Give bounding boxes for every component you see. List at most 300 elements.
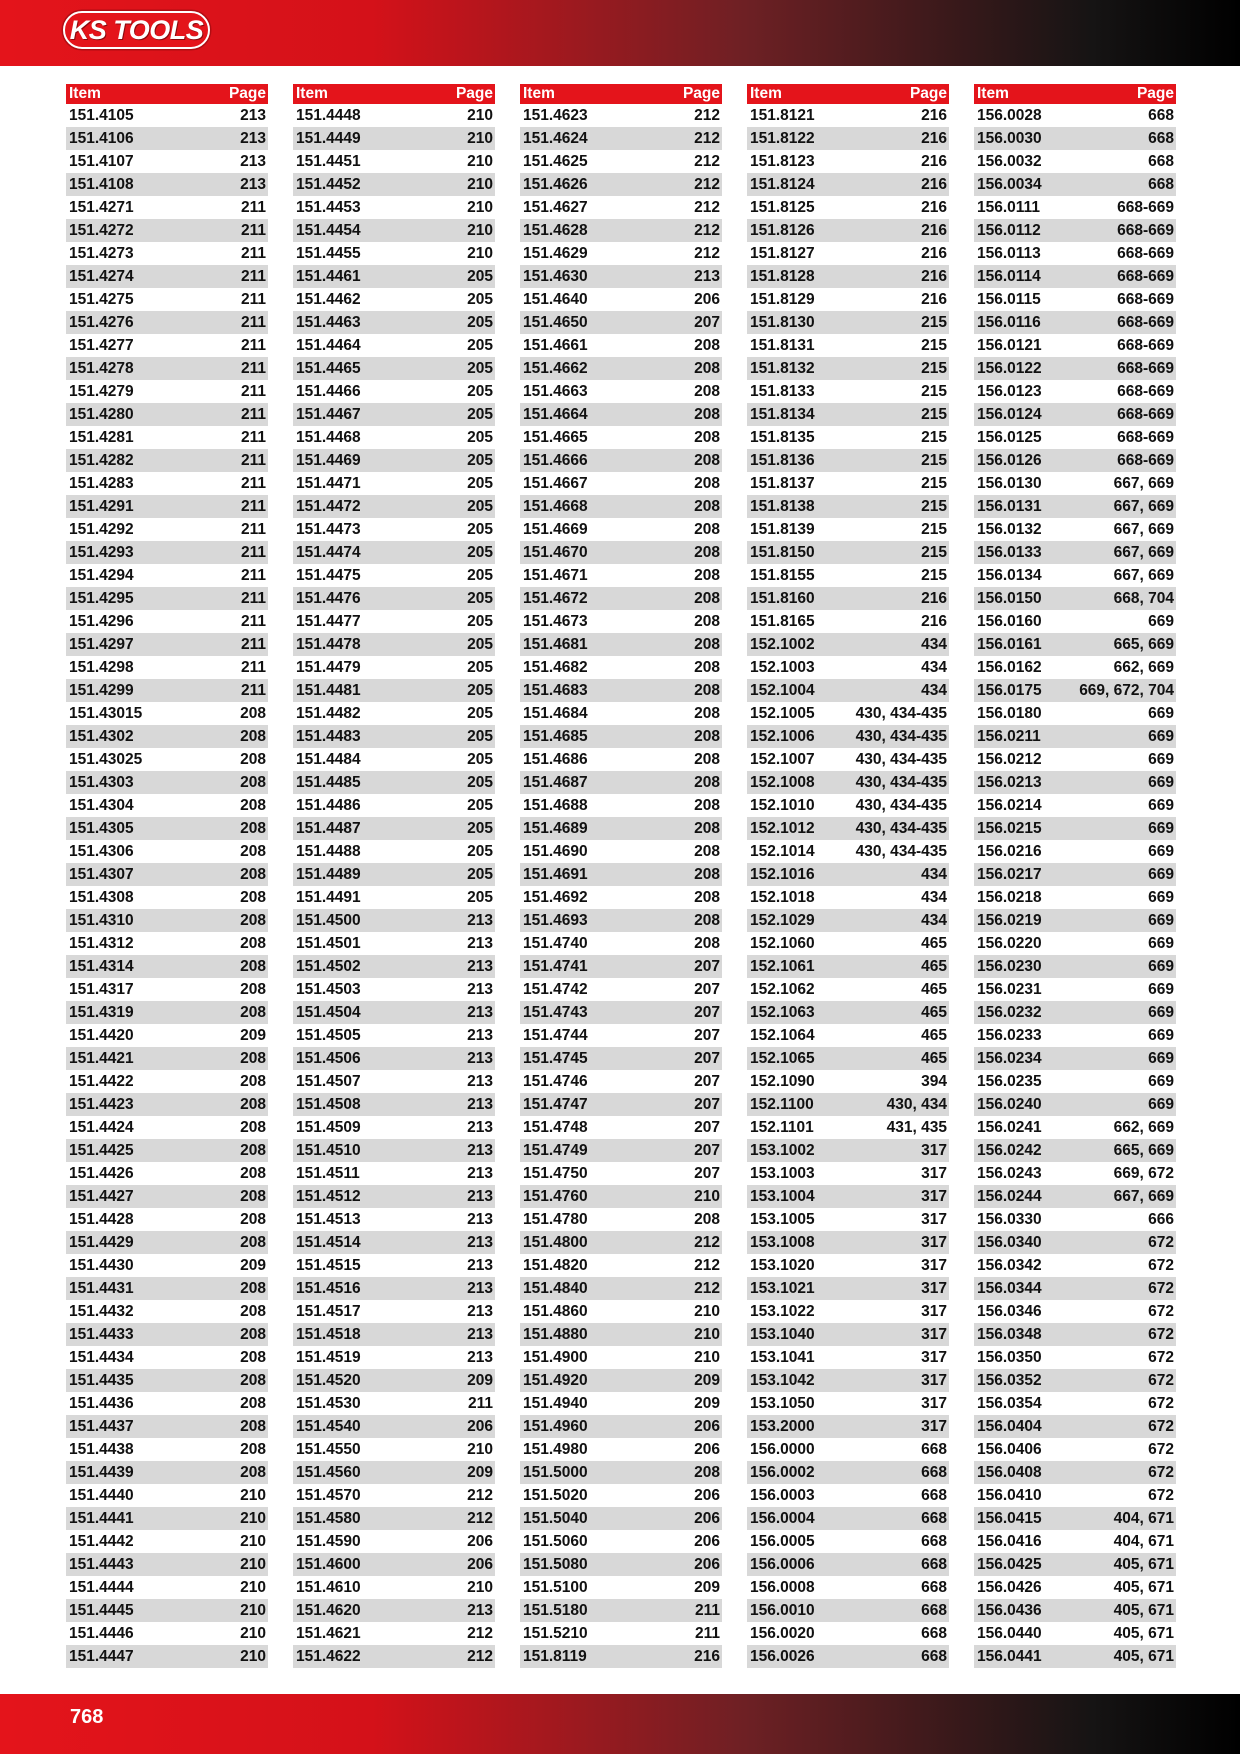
item-number: 151.4426: [69, 1164, 134, 1182]
item-number: 151.4106: [69, 129, 134, 147]
item-number: 156.0440: [977, 1624, 1042, 1642]
page-reference: 205: [467, 888, 493, 906]
page-reference: 205: [467, 520, 493, 538]
item-number: 156.0005: [750, 1532, 815, 1550]
page-reference: 669, 672, 704: [1079, 681, 1174, 699]
page-reference: 672: [1148, 1394, 1174, 1412]
page-reference: 208: [694, 865, 720, 883]
page-reference: 205: [467, 566, 493, 584]
page-reference: 212: [694, 1279, 720, 1297]
table-row: [520, 1001, 722, 1024]
item-number: 151.4489: [296, 865, 361, 883]
item-number: 151.8160: [750, 589, 815, 607]
table-row: [66, 403, 268, 426]
item-number: 151.5080: [523, 1555, 588, 1573]
table-row: [66, 1599, 268, 1622]
item-number: 151.4445: [69, 1601, 134, 1619]
item-number: 151.4436: [69, 1394, 134, 1412]
page-reference: 212: [694, 221, 720, 239]
page-reference: 213: [467, 980, 493, 998]
table-row: [293, 265, 495, 288]
item-number: 151.4454: [296, 221, 361, 239]
table-row: [66, 104, 268, 127]
page-reference: 205: [467, 773, 493, 791]
table-row: [66, 1116, 268, 1139]
page-reference: 215: [921, 543, 947, 561]
page-reference: 211: [240, 382, 266, 400]
page-reference: 210: [694, 1348, 720, 1366]
item-number: 156.0132: [977, 520, 1042, 538]
page-reference: 213: [467, 1256, 493, 1274]
item-number: 151.4661: [523, 336, 588, 354]
page-reference: 465: [921, 934, 947, 952]
page-reference: 208: [694, 796, 720, 814]
page-reference: 212: [694, 1233, 720, 1251]
table-row: [520, 1622, 722, 1645]
table-row: [66, 748, 268, 771]
page-reference: 210: [240, 1486, 266, 1504]
table-row: [66, 1300, 268, 1323]
page-reference: 213: [240, 106, 266, 124]
item-number: 153.1021: [750, 1279, 815, 1297]
item-number: 151.4472: [296, 497, 361, 515]
page-reference: 215: [921, 497, 947, 515]
item-number: 151.4294: [69, 566, 134, 584]
table-row: [974, 541, 1176, 564]
table-row: [974, 1461, 1176, 1484]
page-reference: 667, 669: [1113, 497, 1174, 515]
table-row: [66, 1346, 268, 1369]
item-number: 151.4478: [296, 635, 361, 653]
table-row: [66, 1323, 268, 1346]
item-number: 151.4687: [523, 773, 588, 791]
table-row: [747, 1369, 949, 1392]
page-reference: 430, 434-435: [855, 727, 947, 745]
page-reference: 209: [240, 1256, 266, 1274]
table-row: [974, 564, 1176, 587]
table-row: [974, 1116, 1176, 1139]
item-number: 151.4481: [296, 681, 361, 699]
table-row: [747, 794, 949, 817]
page-reference: 205: [467, 497, 493, 515]
page-reference: 205: [467, 428, 493, 446]
item-number: 151.4421: [69, 1049, 134, 1067]
item-number: 156.0352: [977, 1371, 1042, 1389]
table-row: [974, 288, 1176, 311]
item-number: 151.4469: [296, 451, 361, 469]
page-reference: 211: [240, 221, 266, 239]
item-number: 151.4476: [296, 589, 361, 607]
item-number: 151.4518: [296, 1325, 361, 1343]
item-number: 151.4105: [69, 106, 134, 124]
item-number: 151.4940: [523, 1394, 588, 1412]
item-number: 151.4628: [523, 221, 588, 239]
item-number: 151.4626: [523, 175, 588, 193]
item-number: 151.43015: [69, 704, 143, 722]
page-reference: 669: [1148, 980, 1174, 998]
page-reference: 216: [921, 612, 947, 630]
table-row: [520, 564, 722, 587]
item-number: 151.4467: [296, 405, 361, 423]
page-reference: 211: [240, 198, 266, 216]
table-row: [520, 771, 722, 794]
item-number: 151.4441: [69, 1509, 134, 1527]
table-row: [66, 219, 268, 242]
item-number: 151.4625: [523, 152, 588, 170]
item-number: 156.0426: [977, 1578, 1042, 1596]
page-reference: 215: [921, 474, 947, 492]
item-number: 151.4424: [69, 1118, 134, 1136]
item-number: 156.0122: [977, 359, 1042, 377]
item-number: 151.4667: [523, 474, 588, 492]
table-row: [520, 1645, 722, 1668]
table-row: [293, 817, 495, 840]
item-number: 151.4273: [69, 244, 134, 262]
item-number: 152.1100: [750, 1095, 814, 1113]
table-row: [747, 1346, 949, 1369]
page-reference: 213: [467, 1164, 493, 1182]
item-number: 156.0125: [977, 428, 1042, 446]
item-number: 156.0162: [977, 658, 1042, 676]
page-reference: 317: [921, 1233, 947, 1251]
page-reference: 208: [240, 1348, 266, 1366]
item-number: 151.4740: [523, 934, 588, 952]
page-reference: 207: [694, 313, 720, 331]
page-reference: 213: [467, 911, 493, 929]
item-number: 151.4610: [296, 1578, 361, 1596]
page-reference: 208: [240, 888, 266, 906]
header-item-label: Item: [296, 85, 328, 102]
item-number: 151.4296: [69, 612, 134, 630]
page-reference: 405, 671: [1113, 1624, 1174, 1642]
page-reference: 208: [694, 359, 720, 377]
page-reference: 430, 434-435: [855, 819, 947, 837]
table-row: [747, 1461, 949, 1484]
item-number: 151.4683: [523, 681, 588, 699]
table-row: [747, 564, 949, 587]
page-reference: 208: [240, 865, 266, 883]
page-reference: 205: [467, 865, 493, 883]
table-row: [520, 1438, 722, 1461]
table-row: [974, 1047, 1176, 1070]
page-reference: 210: [467, 244, 493, 262]
table-row: [293, 932, 495, 955]
page-reference: 212: [694, 152, 720, 170]
page-reference: 662, 669: [1113, 1118, 1174, 1136]
page-reference: 431, 435: [886, 1118, 947, 1136]
item-number: 151.4686: [523, 750, 588, 768]
table-row: [293, 564, 495, 587]
table-row: [66, 495, 268, 518]
page-reference: 668-669: [1117, 405, 1174, 423]
item-number: 151.4431: [69, 1279, 134, 1297]
item-number: 151.4475: [296, 566, 361, 584]
page-reference: 205: [467, 658, 493, 676]
page-reference: 213: [694, 267, 720, 285]
table-row: [974, 1553, 1176, 1576]
table-row: [520, 1369, 722, 1392]
item-number: 151.4665: [523, 428, 588, 446]
page-reference: 208: [240, 727, 266, 745]
page-reference: 404, 671: [1113, 1509, 1174, 1527]
table-row: [974, 955, 1176, 978]
item-number: 151.4666: [523, 451, 588, 469]
item-number: 156.0008: [750, 1578, 815, 1596]
table-row: [520, 1070, 722, 1093]
table-row: [974, 794, 1176, 817]
page-reference: 208: [694, 566, 720, 584]
item-number: 156.0133: [977, 543, 1042, 561]
table-row: [293, 1323, 495, 1346]
table-row: [293, 794, 495, 817]
header-page-label: Page: [682, 85, 720, 102]
item-number: 151.4684: [523, 704, 588, 722]
table-row: [747, 702, 949, 725]
page-reference: 210: [240, 1624, 266, 1642]
table-row: [293, 587, 495, 610]
item-number: 151.4429: [69, 1233, 134, 1251]
table-row: [66, 886, 268, 909]
item-number: 152.1014: [750, 842, 815, 860]
page-reference: 317: [921, 1164, 947, 1182]
table-row: [747, 886, 949, 909]
page-reference: 672: [1148, 1233, 1174, 1251]
table-row: [293, 518, 495, 541]
item-number: 156.0006: [750, 1555, 815, 1573]
table-row: [520, 518, 722, 541]
table-row: [520, 495, 722, 518]
index-column: [747, 84, 949, 1668]
table-row: [293, 633, 495, 656]
page-reference: 216: [921, 267, 947, 285]
page-reference: 210: [240, 1509, 266, 1527]
table-row: [747, 771, 949, 794]
page-reference: 669, 672: [1113, 1164, 1174, 1182]
table-row: [293, 1576, 495, 1599]
table-row: [974, 173, 1176, 196]
page-reference: 213: [467, 1601, 493, 1619]
page-reference: 662, 669: [1113, 658, 1174, 676]
page-reference: 207: [694, 1141, 720, 1159]
page-reference: 216: [921, 175, 947, 193]
table-row: [974, 1231, 1176, 1254]
table-row: [747, 219, 949, 242]
item-number: 151.4960: [523, 1417, 588, 1435]
item-number: 156.0114: [977, 267, 1041, 285]
table-row: [747, 1323, 949, 1346]
table-row: [747, 288, 949, 311]
table-row: [520, 403, 722, 426]
item-number: 156.0232: [977, 1003, 1042, 1021]
table-row: [520, 656, 722, 679]
item-number: 152.1065: [750, 1049, 815, 1067]
page-reference: 430, 434: [886, 1095, 947, 1113]
table-row: [293, 840, 495, 863]
item-number: 151.4319: [69, 1003, 134, 1021]
page-reference: 434: [921, 911, 947, 929]
table-row: [974, 311, 1176, 334]
table-row: [520, 1024, 722, 1047]
item-number: 151.4477: [296, 612, 361, 630]
page-reference: 211: [240, 451, 266, 469]
table-row: [974, 403, 1176, 426]
page-reference: 208: [694, 704, 720, 722]
table-row: [974, 518, 1176, 541]
item-number: 153.1040: [750, 1325, 815, 1343]
page-reference: 206: [467, 1417, 493, 1435]
page-reference: 205: [467, 405, 493, 423]
item-number: 151.4590: [296, 1532, 361, 1550]
index-column: [293, 84, 495, 1668]
table-row: [66, 1622, 268, 1645]
page-reference: 207: [694, 1003, 720, 1021]
page-reference: 205: [467, 796, 493, 814]
page-reference: 668-669: [1117, 313, 1174, 331]
item-number: 151.4276: [69, 313, 134, 331]
item-number: 151.4746: [523, 1072, 588, 1090]
page-reference: 216: [921, 244, 947, 262]
table-row: [747, 725, 949, 748]
item-number: 151.4630: [523, 267, 588, 285]
item-number: 151.4444: [69, 1578, 134, 1596]
table-row: [293, 1392, 495, 1415]
item-number: 151.4516: [296, 1279, 361, 1297]
table-row: [66, 679, 268, 702]
page-reference: 669: [1148, 957, 1174, 975]
page-reference: 216: [921, 221, 947, 239]
item-number: 153.1004: [750, 1187, 815, 1205]
column-header: [66, 84, 268, 104]
table-row: [520, 1323, 722, 1346]
item-number: 151.4570: [296, 1486, 361, 1504]
table-row: [293, 1024, 495, 1047]
item-number: 151.4690: [523, 842, 588, 860]
page-reference: 665, 669: [1113, 635, 1174, 653]
page-reference: 210: [694, 1187, 720, 1205]
item-number: 151.4461: [296, 267, 361, 285]
page-reference: 208: [694, 819, 720, 837]
item-number: 151.4312: [69, 934, 134, 952]
page-reference: 430, 434-435: [855, 704, 947, 722]
table-row: [747, 1300, 949, 1323]
page-reference: 669: [1148, 1026, 1174, 1044]
table-row: [974, 472, 1176, 495]
page-reference: 207: [694, 1118, 720, 1136]
page-reference: 205: [467, 635, 493, 653]
table-row: [293, 679, 495, 702]
page-reference: 207: [694, 1095, 720, 1113]
item-number: 151.4305: [69, 819, 134, 837]
item-number: 151.4671: [523, 566, 588, 584]
table-row: [974, 1024, 1176, 1047]
page-reference: 216: [921, 589, 947, 607]
table-row: [66, 1047, 268, 1070]
table-row: [293, 403, 495, 426]
page-reference: 211: [240, 428, 266, 446]
item-number: 156.0134: [977, 566, 1042, 584]
table-row: [747, 1622, 949, 1645]
page-reference: 668: [921, 1555, 947, 1573]
table-row: [974, 127, 1176, 150]
item-number: 152.1090: [750, 1072, 815, 1090]
table-row: [293, 357, 495, 380]
page-reference: 205: [467, 727, 493, 745]
header-item-label: Item: [977, 85, 1009, 102]
page-reference: 208: [694, 842, 720, 860]
page-reference: 205: [467, 336, 493, 354]
page-reference: 465: [921, 957, 947, 975]
page-reference: 206: [694, 1509, 720, 1527]
item-number: 156.0441: [977, 1647, 1042, 1665]
table-row: [66, 518, 268, 541]
table-row: [66, 1438, 268, 1461]
table-row: [66, 932, 268, 955]
table-row: [520, 357, 722, 380]
item-number: 151.4486: [296, 796, 361, 814]
table-row: [293, 1162, 495, 1185]
table-row: [747, 1093, 949, 1116]
page-reference: 208: [694, 589, 720, 607]
item-number: 151.4600: [296, 1555, 361, 1573]
table-row: [974, 1277, 1176, 1300]
item-number: 151.4295: [69, 589, 134, 607]
page-reference: 669: [1148, 796, 1174, 814]
item-number: 151.4274: [69, 267, 134, 285]
item-number: 156.0425: [977, 1555, 1042, 1573]
table-row: [974, 380, 1176, 403]
item-number: 151.4314: [69, 957, 134, 975]
item-number: 151.8138: [750, 497, 815, 515]
item-number: 152.1063: [750, 1003, 815, 1021]
table-row: [66, 426, 268, 449]
table-row: [520, 1139, 722, 1162]
item-number: 151.4307: [69, 865, 134, 883]
item-number: 151.4279: [69, 382, 134, 400]
item-number: 151.4447: [69, 1647, 134, 1665]
page-reference: 208: [694, 911, 720, 929]
table-row: [293, 1438, 495, 1461]
item-number: 156.0215: [977, 819, 1042, 837]
table-row: [974, 334, 1176, 357]
item-number: 151.4860: [523, 1302, 588, 1320]
page-reference: 208: [240, 1164, 266, 1182]
item-number: 151.4297: [69, 635, 134, 653]
page-reference: 208: [694, 727, 720, 745]
table-row: [974, 150, 1176, 173]
item-number: 151.4504: [296, 1003, 361, 1021]
page-reference: 216: [921, 290, 947, 308]
item-number: 151.4620: [296, 1601, 361, 1619]
page-reference: 668-669: [1117, 428, 1174, 446]
item-number: 156.0344: [977, 1279, 1042, 1297]
item-number: 156.0404: [977, 1417, 1042, 1435]
item-number: 153.1041: [750, 1348, 815, 1366]
item-number: 156.0034: [977, 175, 1042, 193]
table-row: [747, 1185, 949, 1208]
page-reference: 215: [921, 313, 947, 331]
item-number: 156.0121: [977, 336, 1042, 354]
item-number: 151.4466: [296, 382, 361, 400]
item-number: 151.8130: [750, 313, 815, 331]
page-reference: 206: [467, 1555, 493, 1573]
page-reference: 210: [467, 1440, 493, 1458]
page-number: 768: [70, 1706, 104, 1728]
page-reference: 206: [467, 1532, 493, 1550]
page-reference: 215: [921, 405, 947, 423]
table-row: [66, 1185, 268, 1208]
page-reference: 211: [240, 313, 266, 331]
page-reference: 317: [921, 1325, 947, 1343]
